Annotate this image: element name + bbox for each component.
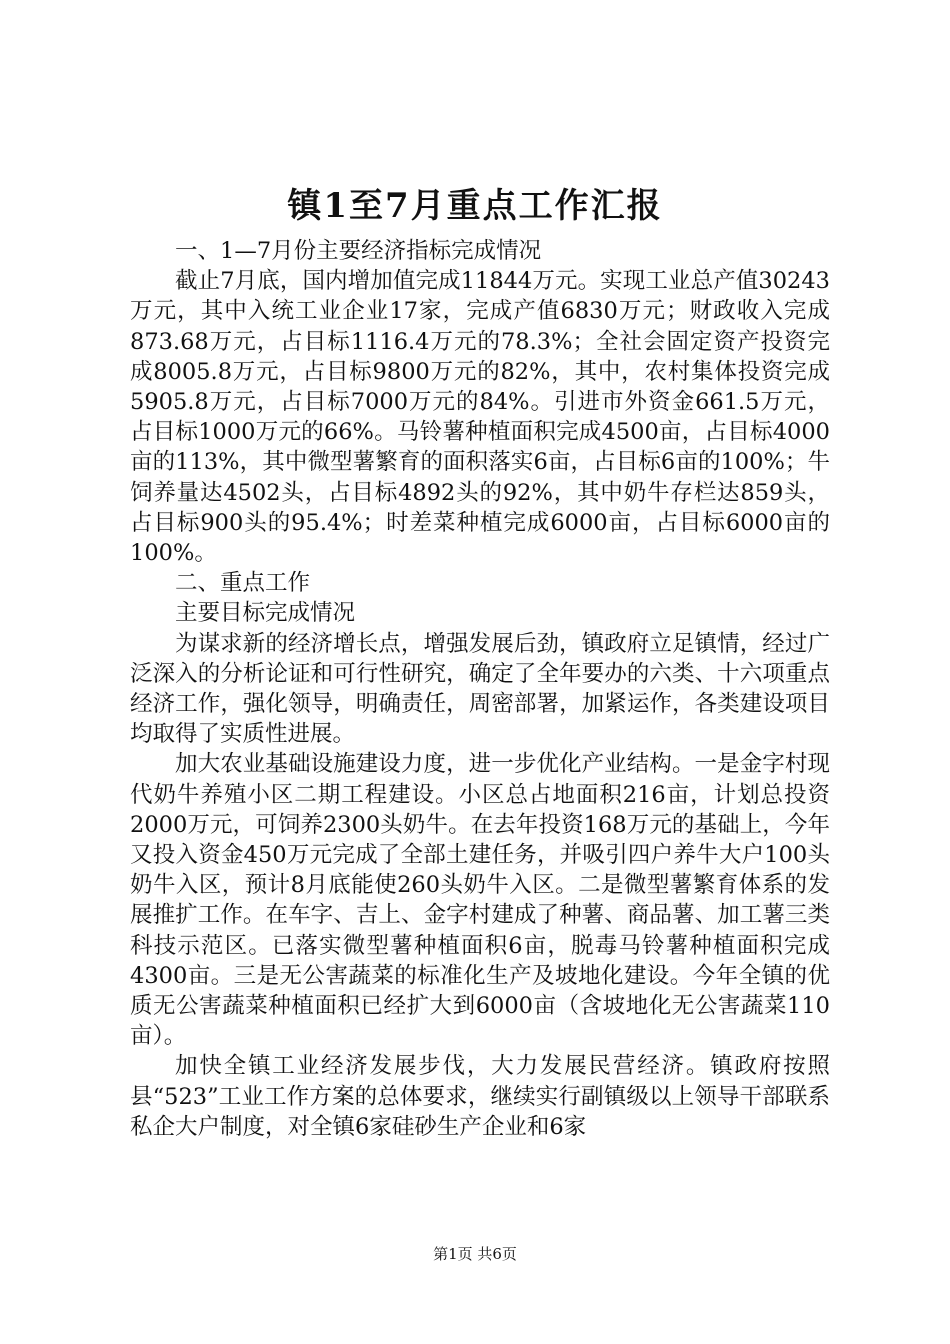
document-body [130, 236, 830, 1142]
subsection-heading: 主要目标完成情况 [175, 600, 356, 627]
section-heading: 二、重点工作 [175, 570, 311, 597]
paragraph: 为谋求新的经济增长点，增强发展后劲，镇政府立足镇情，经过广泛深入的分析论证和可行性研究，确定了全年要办的六类、十六项重点经济工作，强化领导，明确责任，周密部署，加紧运作，各类建设项目均取得了实质性进展。 [130, 630, 830, 748]
document-title: 镇1至7月重点工作汇报 [287, 186, 663, 226]
paragraph: 加快全镇工业经济发展步伐，大力发展民营经济。镇政府按照县“523”工业工作方案的总体要求，继续实行副镇级以上领导干部联系私企大户制度，对全镇6家硅砂生产企业和6家 [130, 1053, 830, 1140]
page-footer: 第1页 共6页 [433, 1245, 517, 1263]
section-heading: 一、1—7月份主要经济指标完成情况 [175, 238, 542, 264]
paragraph: 加大农业基础设施建设力度，进一步优化产业结构。一是金字村现代奶牛养殖小区二期工程建设。小区总占地面积216亩，计划总投资2000万元，可饲养2300头奶牛。在去年投资168万元的基础上，今年又投入资金450万元完成了全部土建任务，并吸引四户养牛大户100头奶牛入区，预计8月底能使260头奶牛入区。二是微型薯繁育体系的发展推扩工作。在车字、吉上、金字村建成了种薯、商品薯、加工薯三类科技示范区。已落实微型薯种植面积6亩，脱毒马铃薯种植面积完成4300亩。三是无公害蔬菜的标准化生产及坡地化建设。今年全镇的优质无公害蔬菜种植面积已经扩大到6000亩（含坡地化无公害蔬菜110亩）。 [130, 751, 830, 1050]
paragraph: 截止7月底，国内增加值完成11844万元。实现工业总产值30243万元，其中入统工业企业17家，完成产值6830万元；财政收入完成873.68万元，占目标1116.4万元的78.3%；全社会固定资产投资完成8005.8万元，占目标9800万元的82%，其中，农村集体投资完成5905.8万元，占目标7000万元的84%。引进市外资金661.5万元，占目标1000万元的66%。马铃薯种植面积完成4500亩，占目标4000亩的113%，其中微型薯繁育的面积落实6亩，占目标6亩的100%；牛饲养量达4502头，占目标4892头的92%，其中奶牛存栏达859头，占目标900头的95.4%；时差菜种植完成6000亩，占目标6000亩的100%。 [130, 268, 830, 567]
